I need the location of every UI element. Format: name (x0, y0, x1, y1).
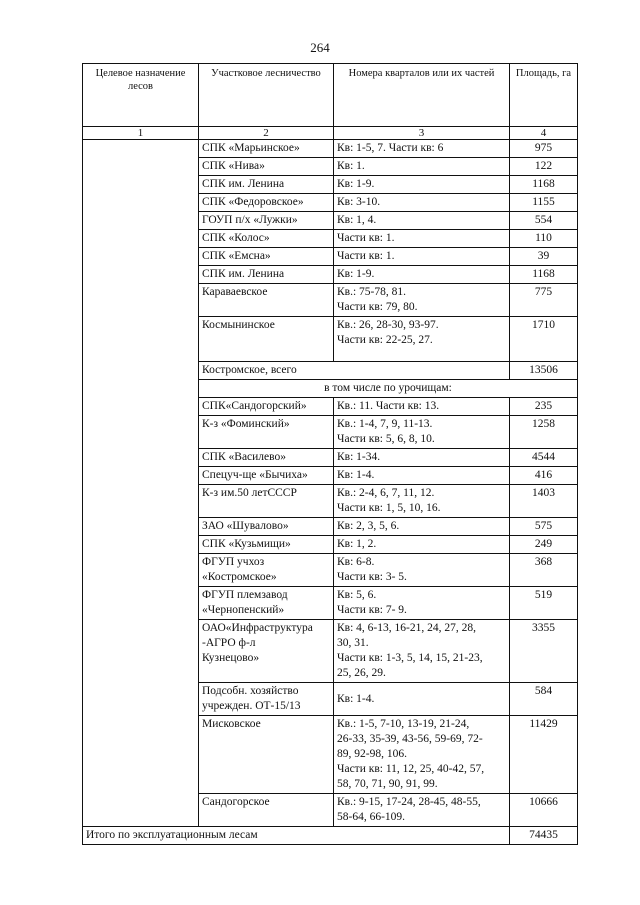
block-numbers: Кв.: 26, 28-30, 93-97. Части кв: 22-25, 27. (334, 317, 510, 362)
area-value: 122 (510, 158, 578, 176)
block-numbers: Кв: 3-10. (334, 194, 510, 212)
district-name: СПК «Федоровское» (199, 194, 334, 212)
district-name: Караваевское (199, 284, 334, 317)
block-numbers: Кв: 1. (334, 158, 510, 176)
tract-name: Подсобн. хозяйство учрежден. ОТ-15/13 (199, 683, 334, 716)
district-name: СПК «Колос» (199, 230, 334, 248)
block-numbers: Кв: 4, 6-13, 16-21, 24, 27, 28, 30, 31. Части кв: 1-3, 5, 14, 15, 21-23, 25, 26, 29. (334, 620, 510, 683)
page-number: 264 (310, 40, 330, 55)
area-value: 1710 (510, 317, 578, 362)
district-name: СПК «Марьинское» (199, 140, 334, 158)
tracts-subheading: в том числе по урочищам: (199, 380, 578, 398)
block-numbers: Кв: 1-9. (334, 176, 510, 194)
block-numbers: Кв.: 9-15, 17-24, 28-45, 48-55, 58-64, 66-109. (334, 794, 510, 827)
tract-name: Мисковское (199, 716, 334, 794)
tract-name: К-з «Фоминский» (199, 416, 334, 449)
grand-total-label: Итого по эксплуатационным лесам (83, 827, 510, 845)
block-numbers: Кв: 2, 3, 5, 6. (334, 518, 510, 536)
area-value: 1403 (510, 485, 578, 518)
block-numbers: Кв: 1, 4. (334, 212, 510, 230)
column-number: 4 (510, 127, 578, 140)
tract-name: Спецуч-ще «Бычиха» (199, 467, 334, 485)
column-number: 2 (199, 127, 334, 140)
area-value: 584 (510, 683, 578, 716)
subtotal-area: 13506 (510, 362, 578, 380)
header-forest-purpose: Целевое назначение лесов (83, 64, 199, 127)
district-name: СПК им. Ленина (199, 266, 334, 284)
block-numbers: Кв: 6-8. Части кв: 3- 5. (334, 554, 510, 587)
area-value: 368 (510, 554, 578, 587)
block-numbers: Кв: 5, 6. Части кв: 7- 9. (334, 587, 510, 620)
area-value: 775 (510, 284, 578, 317)
tract-name: Сандогорское (199, 794, 334, 827)
tract-name: К-з им.50 летСССР (199, 485, 334, 518)
block-numbers: Кв: 1-5, 7. Части кв: 6 (334, 140, 510, 158)
block-numbers: Кв: 1-4. (334, 683, 510, 716)
column-number: 1 (83, 127, 199, 140)
district-name: СПК «Нива» (199, 158, 334, 176)
area-value: 249 (510, 536, 578, 554)
block-numbers: Кв: 1, 2. (334, 536, 510, 554)
area-value: 416 (510, 467, 578, 485)
area-value: 10666 (510, 794, 578, 827)
tract-name: ЗАО «Шувалово» (199, 518, 334, 536)
forest-purpose-cell (83, 140, 199, 827)
area-value: 975 (510, 140, 578, 158)
district-name: СПК им. Ленина (199, 176, 334, 194)
area-value: 235 (510, 398, 578, 416)
block-numbers: Кв.: 75-78, 81. Части кв: 79, 80. (334, 284, 510, 317)
header-area: Площадь, га (510, 64, 578, 127)
block-numbers: Части кв: 1. (334, 248, 510, 266)
table-row (83, 140, 578, 158)
block-numbers: Кв.: 1-5, 7-10, 13-19, 21-24, 26-33, 35-39, 43-56, 59-69, 72- 89, 92-98, 106. Части кв: 11, 12, 25, 40-42, 57, 58, 70, 71, 90, 91, 99. (334, 716, 510, 794)
district-name: ГОУП п/х «Лужки» (199, 212, 334, 230)
block-numbers: Кв.: 11. Части кв: 13. (334, 398, 510, 416)
table-header-row (83, 64, 578, 127)
block-numbers: Кв: 1-9. (334, 266, 510, 284)
area-value: 554 (510, 212, 578, 230)
district-name: Космынинское (199, 317, 334, 362)
subtotal-label: Костромское, всего (199, 362, 510, 380)
area-value: 1155 (510, 194, 578, 212)
tract-name: ФГУП учхоз «Костромское» (199, 554, 334, 587)
tract-name: ОАО«Инфраструктура -АГРО ф-л Кузнецово» (199, 620, 334, 683)
area-value: 11429 (510, 716, 578, 794)
area-value: 110 (510, 230, 578, 248)
block-numbers: Кв.: 2-4, 6, 7, 11, 12. Части кв: 1, 5, 10, 16. (334, 485, 510, 518)
tract-name: СПК «Кузьмищи» (199, 536, 334, 554)
column-number: 3 (334, 127, 510, 140)
grand-total-row (83, 827, 578, 845)
area-value: 1168 (510, 176, 578, 194)
column-number-row (83, 127, 578, 140)
block-numbers: Кв: 1-4. (334, 467, 510, 485)
district-name: СПК «Емсна» (199, 248, 334, 266)
tract-name: ФГУП племзавод «Чернопенский» (199, 587, 334, 620)
block-numbers: Кв: 1-34. (334, 449, 510, 467)
area-value: 4544 (510, 449, 578, 467)
area-value: 3355 (510, 620, 578, 683)
block-numbers: Кв.: 1-4, 7, 9, 11-13. Части кв: 5, 6, 8, 10. (334, 416, 510, 449)
grand-total-area: 74435 (510, 827, 578, 845)
header-district: Участковое лесничество (199, 64, 334, 127)
tract-name: СПК «Василево» (199, 449, 334, 467)
header-block-numbers: Номера кварталов или их частей (334, 64, 510, 127)
area-value: 575 (510, 518, 578, 536)
block-numbers: Части кв: 1. (334, 230, 510, 248)
area-value: 1168 (510, 266, 578, 284)
area-value: 519 (510, 587, 578, 620)
forest-blocks-table (82, 63, 578, 845)
area-value: 39 (510, 248, 578, 266)
tract-name: СПК«Сандогорский» (199, 398, 334, 416)
area-value: 1258 (510, 416, 578, 449)
